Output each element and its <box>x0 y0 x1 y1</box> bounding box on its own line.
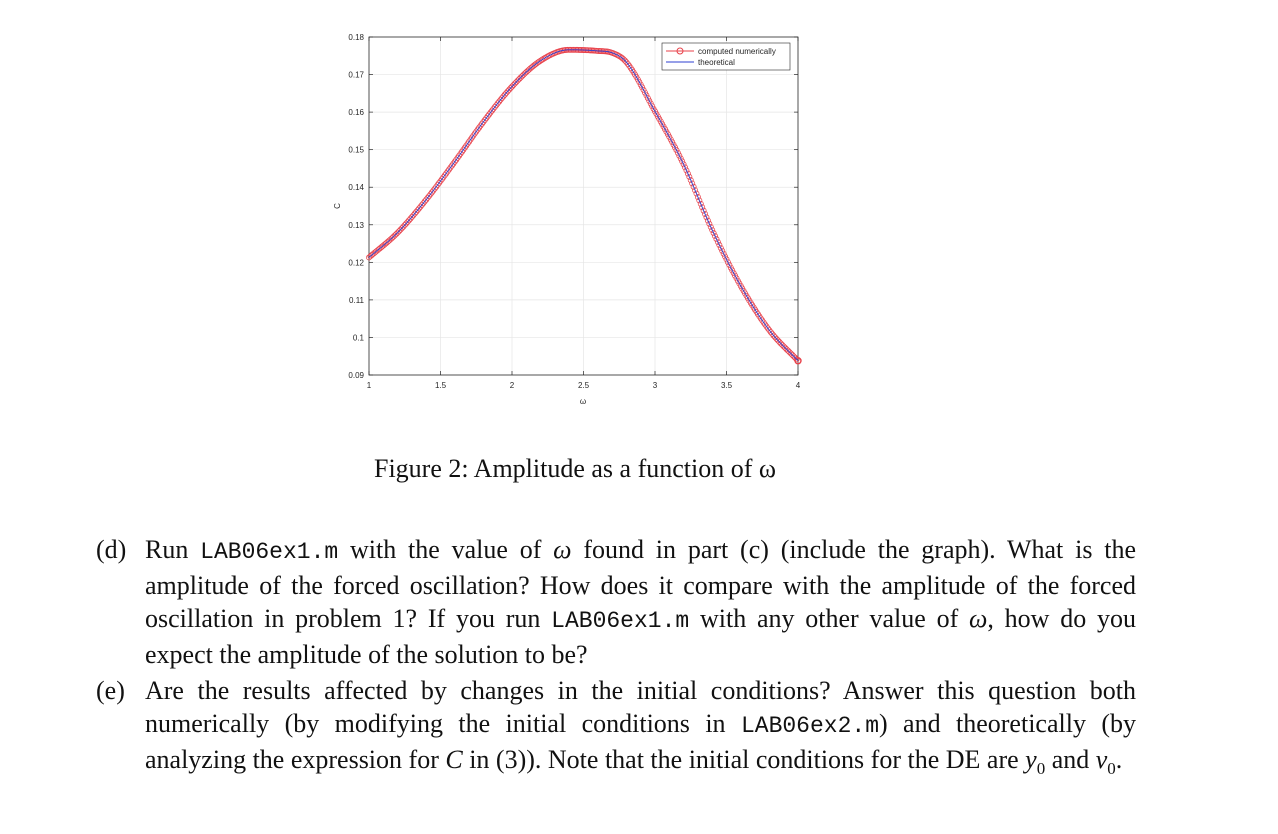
amplitude-chart <box>0 0 830 420</box>
question-d-text <box>145 533 1136 671</box>
math-omega: ω <box>969 604 988 633</box>
legend-label-theoretical: theoretical <box>698 58 735 67</box>
x-axis-label: ω <box>579 397 587 406</box>
math-v: v <box>1095 745 1108 774</box>
question-e <box>96 674 1136 785</box>
text-run: Are the results affected by changes in the initial conditions? Answer this question both numerically (by modifying the initial conditions in <box>145 676 1136 738</box>
y-tick-label: 0.09 <box>348 371 364 380</box>
y-tick-label: 0.12 <box>348 258 364 268</box>
question-e-label: (e) <box>96 676 125 705</box>
code-filename: LAB06ex2.m <box>740 713 879 739</box>
math-y-subscript: 0 <box>1036 759 1046 779</box>
math-y: y <box>1025 745 1037 774</box>
code-filename: LAB06ex1.m <box>551 608 690 634</box>
question-e-text <box>145 674 1136 785</box>
math-omega: ω <box>553 535 572 564</box>
y-tick-label: 0.15 <box>348 145 364 155</box>
y-tick-label: 0.13 <box>348 220 364 230</box>
text-run: . <box>1115 745 1123 774</box>
x-tick-label: 2.5 <box>577 381 590 390</box>
text-run: with the value of <box>338 535 554 564</box>
math-v-subscript: 0 <box>1107 759 1116 779</box>
grid-lines <box>369 37 798 375</box>
y-tick-label: 0.17 <box>348 70 364 80</box>
x-tick-label: 2 <box>509 381 515 390</box>
y-tick-label: 0.14 <box>348 183 364 193</box>
legend <box>662 43 790 70</box>
y-tick-label: 0.18 <box>348 33 364 42</box>
math-C: C <box>445 745 463 774</box>
y-tick-label: 0.16 <box>348 108 364 118</box>
figure-caption: Figure 2: Amplitude as a function of ω <box>374 454 776 483</box>
text-run: , how do you expect the amplitude of the solution to be? <box>145 604 1136 669</box>
text-run: in (3)). Note that the initial conditions for the DE are <box>462 745 1026 774</box>
question-d-label: (d) <box>96 535 127 564</box>
question-d <box>96 533 1136 671</box>
code-filename: LAB06ex1.m <box>200 539 339 565</box>
x-tick-label: 3 <box>652 381 658 390</box>
text-run: ) and theoretically (by analyzing the expression for <box>145 709 1137 774</box>
y-tick-label: 0.11 <box>349 295 364 305</box>
x-tick-label: 1 <box>366 381 372 390</box>
y-tick-label: 0.1 <box>352 333 364 343</box>
text-run: and <box>1045 745 1096 774</box>
y-axis-label: C <box>333 203 342 209</box>
text-run: with any other value of <box>689 604 970 633</box>
x-tick-label: 1.5 <box>434 381 447 390</box>
text-run: Run <box>145 535 201 564</box>
x-tick-label: 4 <box>795 381 801 390</box>
legend-label-computed: computed numerically <box>698 47 776 56</box>
x-tick-label: 3.5 <box>720 381 733 390</box>
text-run: found in part (c) (include the graph). What is the amplitude of the forced oscillation? How does it compare with the amplitude of the forced oscillation in problem 1? If you run <box>145 535 1137 633</box>
